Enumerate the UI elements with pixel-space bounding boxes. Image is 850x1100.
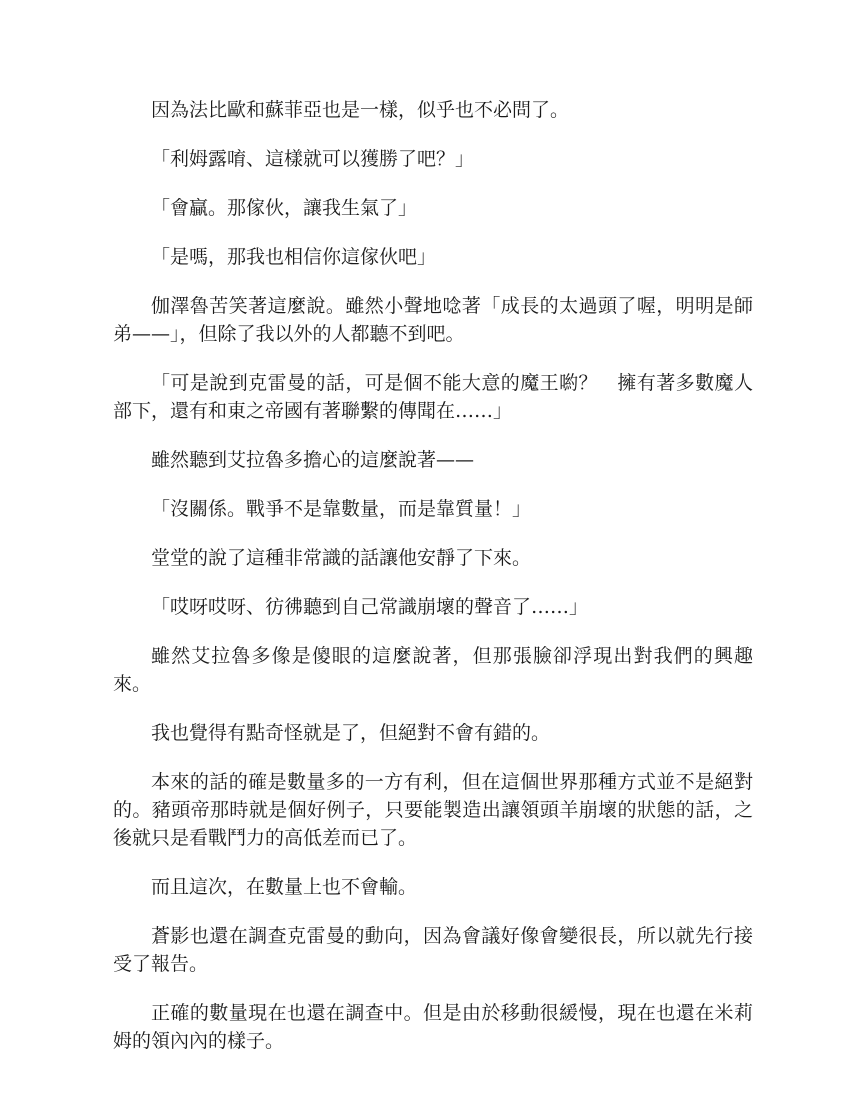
paragraph: 我也覺得有點奇怪就是了，但絕對不會有錯的。	[151, 722, 551, 744]
paragraph: 堂堂的說了這種非常識的話讓他安靜了下來。	[151, 547, 532, 569]
paragraph: 雖然聽到艾拉魯多擔心的這麼說著——	[151, 449, 475, 471]
paragraph: 「哎呀哎呀、彷彿聽到自己常識崩壞的聲音了……」	[151, 596, 589, 618]
paragraph: 伽澤魯苦笑著這麼說。雖然小聲地唸著「成長的太過頭了喔，明明是師弟——」，但除了我以外的人都聽不到吧。	[113, 295, 753, 345]
paragraph: 「可是說到克雷曼的話，可是個不能大意的魔王喲？ 擁有著多數魔人部下，還有和東之帝國有著聯繫的傳聞在……」	[113, 372, 753, 422]
paragraph: 雖然艾拉魯多像是傻眼的這麼說著，但那張臉卻浮現出對我們的興趣來。	[113, 645, 753, 695]
body-text	[113, 96, 753, 1076]
paragraph: 而且這次，在數量上也不會輸。	[151, 876, 418, 898]
paragraph: 「是嗎，那我也相信你這傢伙吧」	[151, 246, 437, 268]
paragraph: 「利姆露唷、這樣就可以獲勝了吧？」	[151, 148, 475, 170]
paragraph: 蒼影也還在調查克雷曼的動向，因為會議好像會變很長，所以就先行接受了報告。	[113, 925, 753, 975]
paragraph: 本來的話的確是數量多的一方有利，但在這個世界那種方式並不是絕對的。豬頭帝那時就是個好例子，只要能製造出讓領頭羊崩壞的狀態的話，之後就只是看戰鬥力的高低差而已了。	[113, 771, 753, 849]
paragraph: 因為法比歐和蘇菲亞也是一樣，似乎也不必問了。	[151, 99, 570, 121]
paragraph: 「沒關係。戰爭不是靠數量，而是靠質量！」	[151, 498, 532, 520]
paragraph: 「會贏。那傢伙，讓我生氣了」	[151, 197, 418, 219]
paragraph: 正確的數量現在也還在調查中。但是由於移動很緩慢，現在也還在米莉姆的領內內的樣子。	[113, 1002, 753, 1052]
